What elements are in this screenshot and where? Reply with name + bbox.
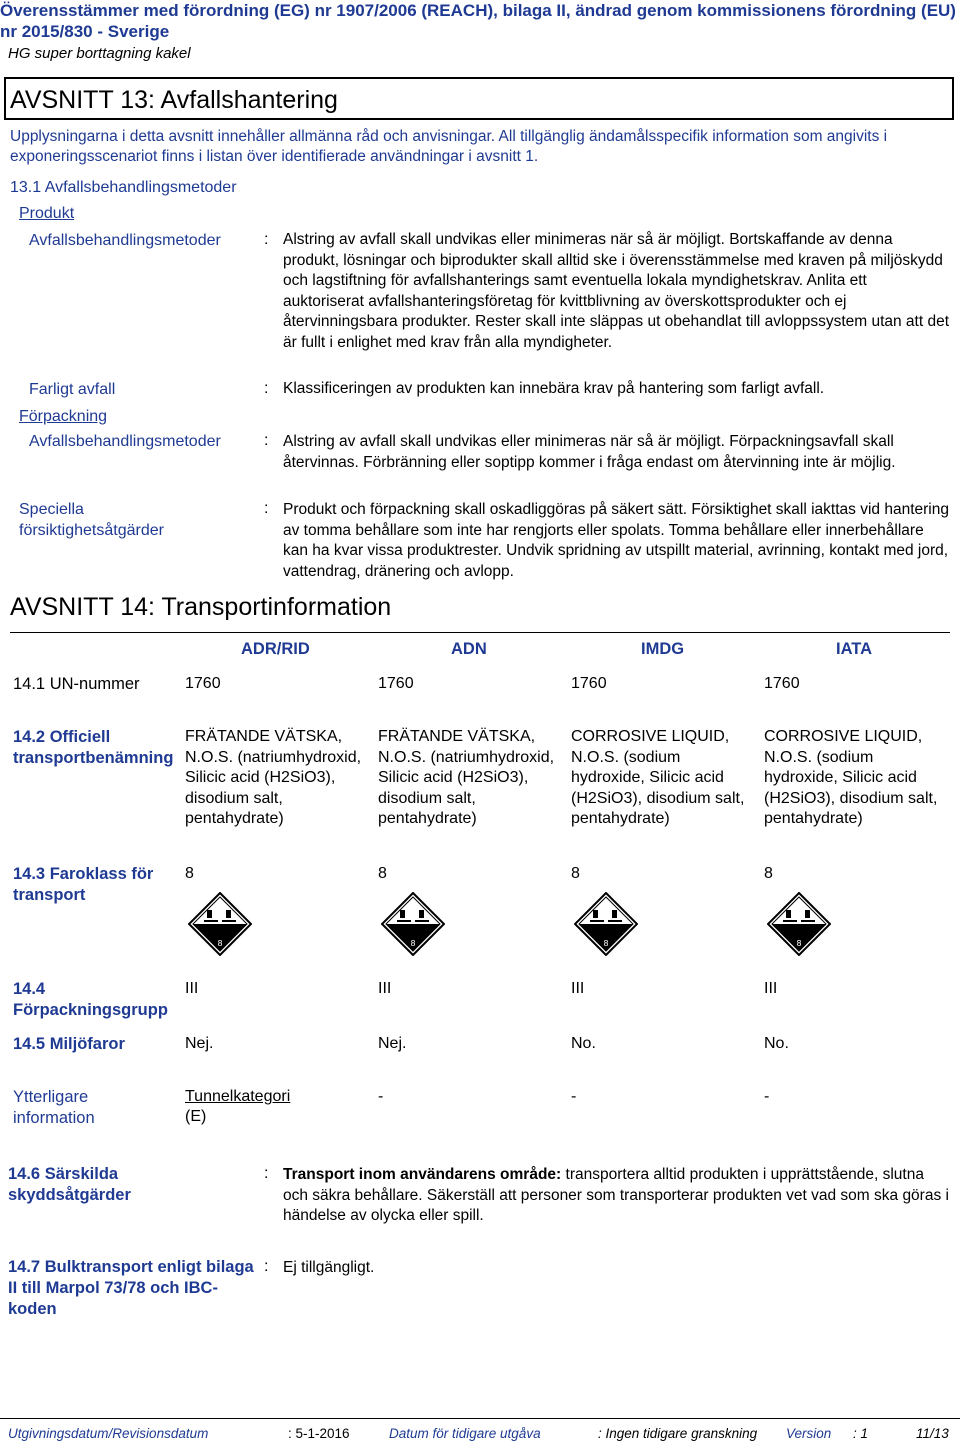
svg-text:8: 8 (410, 939, 416, 948)
row-label-packaging-method: Avfallsbehandlingsmetoder (29, 433, 221, 450)
special-precautions-bold: Transport inom användarens område: (283, 1166, 562, 1183)
column-header-adr: ADR/RID (241, 640, 310, 658)
special-precautions-body: transportera alltid produkten i upprättstående, slutna och säkra behållare. Säkerställ att personer som transporterar produkten vet vad som ska göras i händelse av olycka eller spill. (283, 1166, 949, 1224)
hazardous-waste-text: Klassificeringen av produkten kan innebära krav på hantering som farligt avfall. (283, 380, 825, 397)
colon: : (264, 231, 269, 248)
svg-text:8: 8 (603, 939, 609, 948)
section-13-title: AVSNITT 13: Avfallshantering (10, 86, 338, 114)
footer-revision-value: : 5-1-2016 (288, 1426, 350, 1441)
env-hazards-adn: Nej. (378, 1035, 407, 1052)
footer-page-number: 11/13 (916, 1426, 949, 1441)
env-hazards-imdg: No. (571, 1035, 596, 1052)
hazard-class-adn: 8 (378, 865, 387, 882)
hazard-class-imdg: 8 (571, 865, 580, 882)
shipping-name-adr: FRÄTANDE VÄTSKA, N.O.S. (natriumhydroxid, Silicic acid (H2SiO3), disodium salt, pentahydrate) (185, 728, 362, 828)
footer-previous-label: Datum för tidigare utgåva (389, 1426, 541, 1441)
un-value-imdg: 1760 (571, 675, 607, 692)
waste-method-text: Alstring av avfall skall undvikas eller minimeras när så är möjligt. Bortskaffande av denna produkt, lösningar och biprodukter skall alltid ske i överensstämmelse med kraven på miljöskydd och lagstiftning för avfallshanterings samt eventuella lokala myndighetskrav. Anlita ett auktoriserat avfallshanteringsföretag för kvittblivning av överskottsprodukter och ej återvinningsbara produkter. Rester skall inte släppas ut obehandlat till avloppssystem utan att det är fullt i enlighet med krav från alla myndigheter. (283, 231, 950, 351)
bulk-transport-text: Ej tillgängligt. (283, 1259, 375, 1276)
row-label-hazardous-waste: Farligt avfall (29, 381, 116, 398)
un-number-label: 14.1 UN-nummer (13, 675, 140, 693)
column-header-adn: ADN (451, 640, 487, 658)
footer-rule (0, 1418, 960, 1419)
packing-group-adn: III (378, 980, 392, 997)
packing-group-imdg: III (571, 980, 585, 997)
hazard-class-iata: 8 (764, 865, 773, 882)
tunnel-category-label: Tunnelkategori (185, 1088, 291, 1105)
footer-version-label: Version (786, 1426, 832, 1441)
tunnel-category-value: (E) (185, 1108, 207, 1125)
special-precautions-label: 14.6 Särskilda skyddsåtgärder (8, 1165, 131, 1204)
packing-group-iata: III (764, 980, 778, 997)
un-value-adr: 1760 (185, 675, 221, 692)
produkt-heading: Produkt (19, 205, 75, 222)
document-header-title: Överensstämmer med förordning (EG) nr 1907/2006 (REACH), bilaga II, ändrad genom kommissionens förordning (EU) nr 2015/830 - Sverige (0, 1, 956, 41)
un-value-iata: 1760 (764, 675, 800, 692)
corrosive-diamond-icon (381, 892, 445, 956)
colon: : (264, 1258, 269, 1275)
section-13-intro: Upplysningarna i detta avsnitt innehåller allmänna råd och anvisningar. All tillgänglig ändamålsspecifik information som angivits i exponeringsscenariot finns i listan över identifierade användningar i avsnitt 1. (10, 128, 888, 165)
table-top-rule (10, 632, 950, 633)
column-header-imdg: IMDG (641, 640, 685, 658)
corrosive-diamond-icon (767, 892, 831, 956)
additional-info-imdg: - (571, 1088, 577, 1105)
hazard-class-adr: 8 (185, 865, 194, 882)
corrosive-diamond-icon (188, 892, 252, 956)
hazard-class-label: 14.3 Faroklass för transport (13, 865, 154, 904)
section-14-title: AVSNITT 14: Transportinformation (10, 593, 392, 621)
precautions-text: Produkt och förpackning skall oskadliggöras på säkert sätt. Försiktighet skall iakttas vid hantering av tomma behållare som inte har rengjorts eller spolats. Tomma behållare eller innerbehållare kan ha kvar vissa produktrester. Undvik spridning av utspillt material, avrinning, kontakt med jord, vattendrag, dränering och avlopp. (283, 501, 949, 580)
additional-info-adn: - (378, 1088, 384, 1105)
colon: : (264, 380, 269, 397)
row-label-precautions: Speciella försiktighetsåtgärder (19, 501, 164, 539)
svg-text:8: 8 (217, 939, 223, 948)
svg-text:8: 8 (796, 939, 802, 948)
packing-group-adr: III (185, 980, 199, 997)
subsection-13-1-title: 13.1 Avfallsbehandlingsmetoder (10, 179, 237, 196)
un-value-adn: 1760 (378, 675, 414, 692)
footer-previous-value: : Ingen tidigare granskning (598, 1426, 758, 1441)
colon: : (264, 1165, 269, 1182)
env-hazards-iata: No. (764, 1035, 789, 1052)
shipping-name-label: 14.2 Officiell transportbenämning (13, 728, 174, 767)
colon: : (264, 500, 269, 517)
row-label-waste-method: Avfallsbehandlingsmetoder (29, 232, 221, 249)
shipping-name-iata: CORROSIVE LIQUID, N.O.S. (sodium hydroxide, Silicic acid (H2SiO3), disodium salt, pentahydrate) (764, 728, 938, 828)
special-precautions-text (283, 1165, 951, 1227)
shipping-name-adn: FRÄTANDE VÄTSKA, N.O.S. (natriumhydroxid, Silicic acid (H2SiO3), disodium salt, pentahydrate) (378, 728, 555, 828)
corrosive-diamond-icon (574, 892, 638, 956)
column-header-iata: IATA (836, 640, 873, 658)
env-hazards-label: 14.5 Miljöfaror (13, 1035, 125, 1053)
shipping-name-imdg: CORROSIVE LIQUID, N.O.S. (sodium hydroxide, Silicic acid (H2SiO3), disodium salt, pentahydrate) (571, 728, 745, 828)
footer-revision-label: Utgivningsdatum/Revisionsdatum (8, 1426, 209, 1441)
packing-group-label: 14.4 Förpackningsgrupp (13, 980, 168, 1019)
env-hazards-adr: Nej. (185, 1035, 214, 1052)
forpackning-heading: Förpackning (19, 408, 108, 425)
footer-version-value: : 1 (853, 1426, 869, 1441)
additional-info-label: Ytterligare information (13, 1088, 95, 1127)
colon: : (264, 432, 269, 449)
packaging-method-text: Alstring av avfall skall undvikas eller minimeras när så är möjligt. Förpackningsavfall skall återvinnas. Förbränning eller soptipp kommer i fråga endast om återvinning inte är möjlig. (283, 433, 896, 471)
bulk-transport-label: 14.7 Bulktransport enligt bilaga II till Marpol 73/78 och IBC-koden (8, 1258, 254, 1318)
product-name: HG super borttagning kakel (8, 45, 191, 62)
additional-info-iata: - (764, 1088, 770, 1105)
